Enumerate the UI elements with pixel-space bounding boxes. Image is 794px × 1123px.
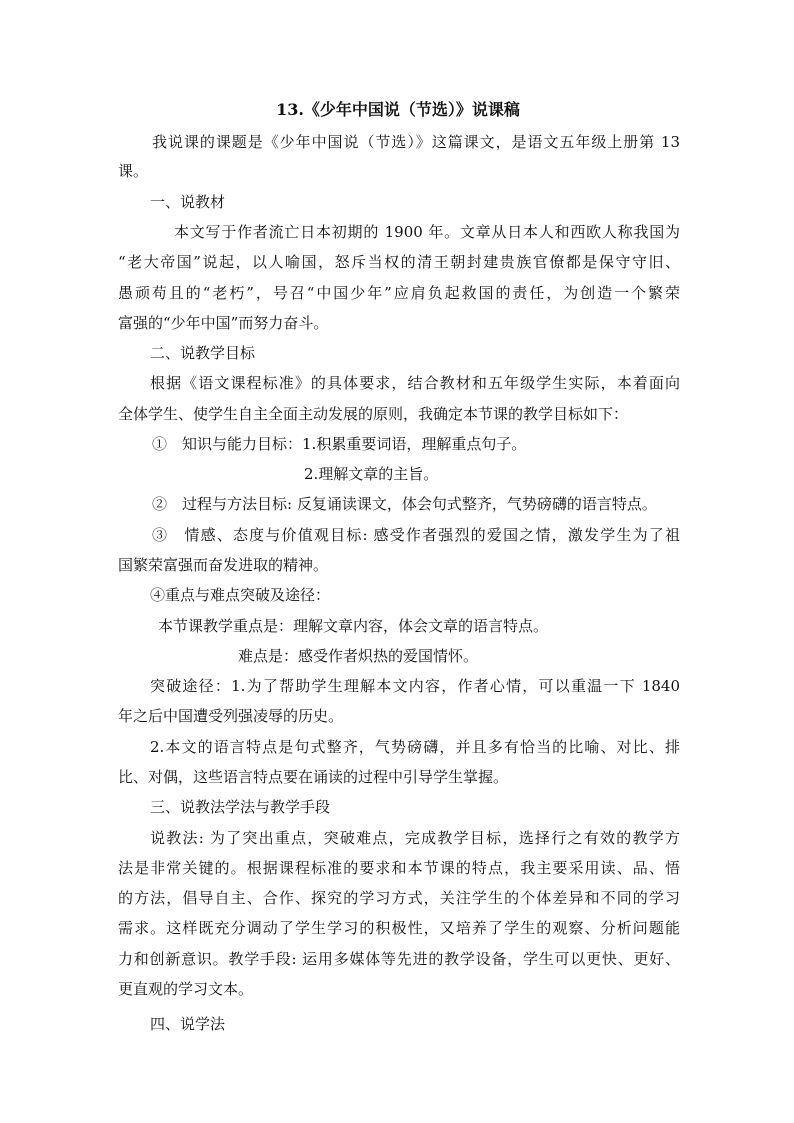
paragraph-line: 全体学生、使学生自主全面主动发展的原则，我确定本节课的教学目标如下： <box>118 405 629 423</box>
paragraph-line: 2.本文的语言特点是句式整齐，气势磅礴，并且多有恰当的比喻、对比、排 <box>150 738 680 756</box>
paragraph-line: 突破途径：1.为了帮助学生理解本文内容，作者心情，可以重温一下 1840 <box>150 677 680 695</box>
paragraph-line: 法是非常关键的。根据课程标准的要求和本节课的特点，我主要采用读、品、悟 <box>118 859 680 877</box>
list-item: 2.理解文章的主旨。 <box>304 465 439 483</box>
paragraph-line: 本文写于作者流亡日本初期的 1900 年。文章从日本人和西欧人称我国为 <box>174 223 680 241</box>
paragraph-line: 的方法，倡导自主、合作、探究的学习方式，关注学生的个体差异和不同的学习 <box>118 889 680 907</box>
paragraph-line: 说教法: 为了突出重点，突破难点，完成教学目标，选择行之有效的教学方 <box>150 829 680 847</box>
section-heading: 四、说学法 <box>150 1015 226 1033</box>
document-title: 13.《少年中国说（节选）》说课稿 <box>276 100 520 119</box>
list-item: ② 过程与方法目标: 反复诵读课文，体会句式整齐，气势磅礴的语言特点。 <box>152 495 657 513</box>
paragraph-line: 难点是：感受作者炽热的爱国情怀。 <box>238 647 479 665</box>
paragraph-line: 富强的“少年中国”而努力奋斗。 <box>118 314 329 332</box>
list-item: ① 知识与能力目标：1.积累重要词语，理解重点句子。 <box>152 435 527 453</box>
paragraph-line: 愚顽苟且的“老朽”，号召“中国少年”应肩负起救国的责任，为创造一个繁荣 <box>118 284 680 302</box>
section-heading: 三、说教法学法与教学手段 <box>150 798 331 816</box>
paragraph-line: 国繁荣富强而奋发进取的精神。 <box>118 556 329 574</box>
paragraph-line: 比、对偶，这些语言特点要在诵读的过程中引导学生掌握。 <box>118 768 509 786</box>
paragraph-line: 力和创新意识。教学手段: 运用多媒体等先进的教学设备，学生可以更快、更好、 <box>118 950 680 968</box>
paragraph-line: 本节课教学重点是：理解文章内容，体会文章的语言特点。 <box>158 617 549 635</box>
paragraph-line: 需求。这样既充分调动了学生学习的积极性，又培养了学生的观察、分析问题能 <box>118 919 680 937</box>
paragraph-line: 根据《语文课程标准》的具体要求，结合教材和五年级学生实际，本着面向 <box>150 374 680 392</box>
paragraph-line: 年之后中国遭受列强凌辱的历史。 <box>118 707 344 725</box>
section-heading: 二、说教学目标 <box>150 344 256 362</box>
paragraph-line: 我说课的课题是《少年中国说（节选）》这篇课文，是语文五年级上册第 13 <box>152 133 680 151</box>
list-item: ③ 情感、态度与价值观目标: 感受作者强烈的爱国之情，激发学生为了祖 <box>152 526 680 544</box>
paragraph-line: 更直观的学习文本。 <box>118 980 254 998</box>
paragraph-line: “老大帝国”说起，以人喻国，怒斥当权的清王朝封建贵族官僚都是保守守旧、 <box>118 253 680 271</box>
section-heading: ④重点与难点突破及途径： <box>150 586 331 604</box>
paragraph-line: 课。 <box>118 162 149 180</box>
section-heading: 一、说教材 <box>150 193 226 211</box>
